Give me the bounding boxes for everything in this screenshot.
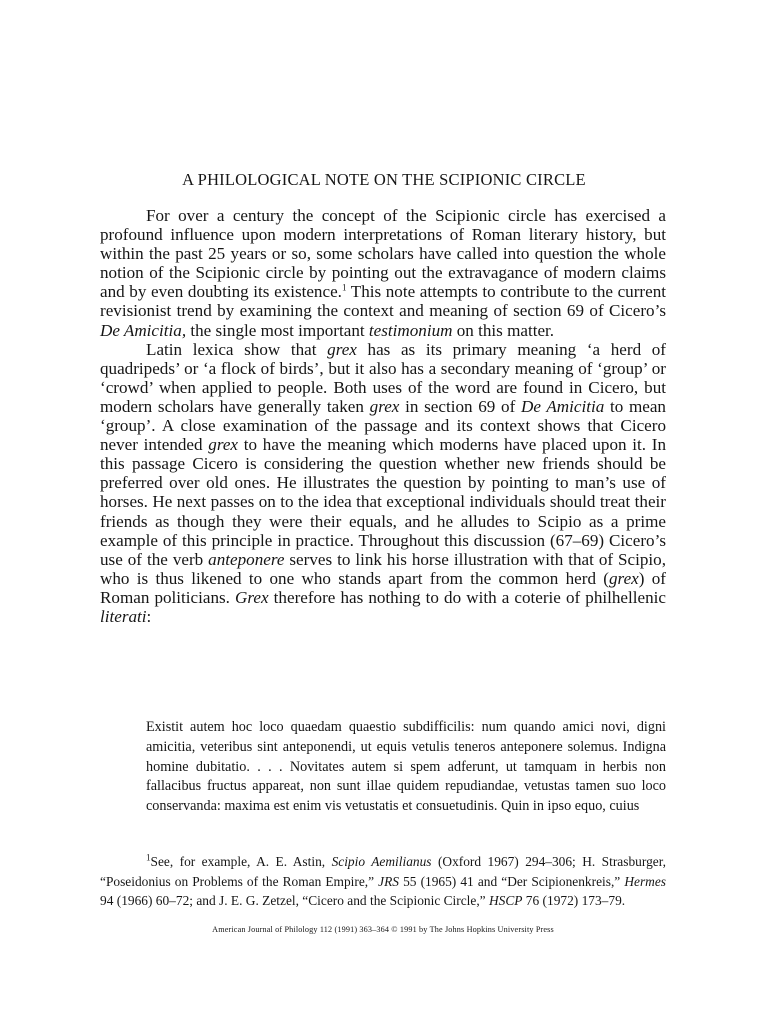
footnote-text <box>100 852 666 911</box>
text-run: : <box>146 606 152 626</box>
italic-term: HSCP <box>488 893 523 909</box>
text-run: 55 (1965) 41 and “Der Scipionenkreis,” <box>399 873 625 889</box>
footnote-marker: 1 <box>146 852 151 863</box>
italic-term: De Amicitia, <box>100 320 187 340</box>
italic-term: testimonium <box>368 320 453 340</box>
text-run: to mean ‘group’. A close examination of the passage and its context shows that Cicero never intended <box>100 396 666 455</box>
latin-block-quotation: Existit autem hoc loco quaedam quaestio subdifficilis: num quando amici novi, digni amicitia, veteribus sint anteponendi, ut equis vetulis teneros anteponere solemus. Indigna homine dubitatio. . . . Novitates autem si spem adferunt, ut tamquam in herbis non fallacibus fructus appareat, non sunt illae quidem repudiandae, vetustas tamen suo loco conservanda: maxima est enim vis vetustatis et consuetudinis. Quin in ipso equo, cuius <box>146 719 666 815</box>
body-paragraph <box>100 340 666 626</box>
italic-term: Hermes <box>624 873 666 889</box>
italic-term: grex <box>609 568 639 588</box>
text-run: in section 69 of <box>399 396 521 416</box>
italic-term: anteponere <box>208 549 285 569</box>
text-run: For over a century the concept of the Scipionic circle has exercised a profound influence upon modern interpretations of Roman literary history, but within the past 25 years or so, some scholars have called into question the whole notion of the Scipionic circle by pointing out the extravagance of modern claims and by even doubting its existence. <box>100 206 666 302</box>
text-run: ) of Roman politicians. <box>100 568 666 607</box>
text-run: See, for example, A. E. Astin, <box>150 854 332 869</box>
article-title: A PHILOLOGICAL NOTE ON THE SCIPIONIC CIRCLE <box>182 170 586 189</box>
footnote <box>100 852 666 911</box>
italic-term: De Amicitia <box>521 396 605 416</box>
text-run: 76 (1972) 173–79. <box>522 893 626 909</box>
text-run: Latin lexica show that <box>146 339 328 359</box>
italic-term: grex <box>369 396 400 416</box>
body-paragraph <box>100 206 666 340</box>
text-run: the single most important <box>186 320 369 340</box>
text-run: 94 (1966) 60–72; and J. E. G. Zetzel, “Cicero and the Scipionic Circle,” <box>100 893 489 909</box>
text-run: therefore has nothing to do with a coterie of philhellenic <box>268 587 666 607</box>
text-run: This note attempts to contribute to the current revisionist trend by examining the context and meaning of section 69 of Cicero’s <box>100 282 666 321</box>
italic-term: Grex <box>235 587 269 607</box>
italic-term: Scipio Aemilianus <box>331 854 432 869</box>
footnote-marker: 1 <box>341 282 347 293</box>
journal-citation-line: American Journal of Philology 112 (1991) 363–364 © 1991 by The Johns Hopkins University Press <box>212 925 554 934</box>
italic-term: grex <box>208 435 239 455</box>
text-run: has as its primary meaning ‘a herd of quadripeds’ or ‘a flock of birds’, but it also has a secondary meaning of ‘group’ or ‘crowd’ when applied to people. Both uses of the word are found in Cicero, but modern scholars have generally taken <box>100 339 666 416</box>
text-run: serves to link his horse illustration with that of Scipio, who is thus likened to one who stands apart from the common herd ( <box>100 549 666 588</box>
italic-term: JRS <box>378 873 399 889</box>
italic-term: literati <box>100 606 147 626</box>
text-run: (Oxford 1967) 294–306; H. Strasburger, “Poseidonius on Problems of the Roman Empire,” <box>100 854 666 889</box>
text-run: to have the meaning which moderns have placed upon it. In this passage Cicero is considering the question whether new friends should be preferred over old ones. He illustrates the question by pointing to man’s use of horses. He next passes on to the idea that exceptional individuals should treat their friends as though they were their equals, and he alludes to Scipio as a prime example of this principle in practice. Throughout this discussion (67–69) Cicero’s use of the verb <box>100 435 667 569</box>
italic-term: grex <box>327 339 357 359</box>
article-body <box>100 206 666 626</box>
text-run: on this matter. <box>452 320 555 340</box>
